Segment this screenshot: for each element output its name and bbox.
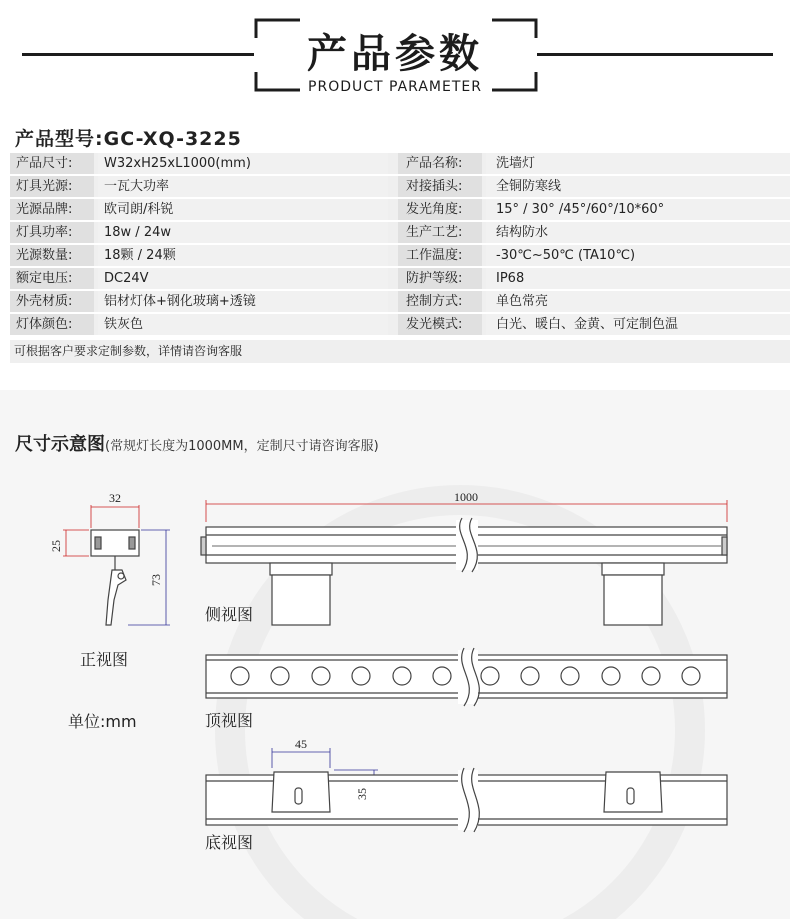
spec-label: 灯具光源: bbox=[10, 176, 94, 197]
product-model: 产品型号:GC-XQ-3225 bbox=[15, 128, 242, 150]
spec-value: 铁灰色 bbox=[98, 314, 388, 335]
dim-bracket-width-label: 45 bbox=[295, 737, 307, 751]
top-view-drawing bbox=[206, 648, 727, 706]
spec-value: 铝材灯体+钢化玻璃+透镜 bbox=[98, 291, 388, 312]
spec-value: 欧司朗/科锐 bbox=[98, 199, 388, 220]
led-lens-icon bbox=[561, 667, 579, 685]
spec-value: W32xH25xL1000(mm) bbox=[98, 153, 388, 174]
led-lens-icon bbox=[271, 667, 289, 685]
diagram-title: 尺寸示意图(常规灯长度为1000MM，定制尺寸请咨询客服) bbox=[15, 434, 379, 455]
dim-total-height-label: 73 bbox=[149, 574, 163, 586]
dim-width-label: 32 bbox=[109, 491, 121, 505]
page-subtitle: PRODUCT PARAMETER bbox=[308, 79, 482, 95]
front-view-drawing bbox=[63, 505, 170, 625]
spec-label: 发光模式: bbox=[398, 314, 482, 335]
led-lens-icon bbox=[642, 667, 660, 685]
top-view-label: 顶视图 bbox=[205, 711, 254, 730]
bottom-view-drawing bbox=[206, 748, 727, 832]
spec-value: 白光、暖白、金黄、可定制色温 bbox=[486, 314, 790, 335]
dim-bracket-depth-label: 35 bbox=[355, 788, 369, 800]
spec-value: IP68 bbox=[486, 268, 790, 289]
spec-label: 额定电压: bbox=[10, 268, 94, 289]
spec-value: 结构防水 bbox=[486, 222, 790, 243]
led-lens-icon bbox=[481, 667, 499, 685]
spec-label: 光源品牌: bbox=[10, 199, 94, 220]
spec-label: 灯具功率: bbox=[10, 222, 94, 243]
led-lens-icon bbox=[352, 667, 370, 685]
spec-value: 洗墙灯 bbox=[486, 153, 790, 174]
spec-value: DC24V bbox=[98, 268, 388, 289]
led-lens-icon bbox=[521, 667, 539, 685]
spec-label: 外壳材质: bbox=[10, 291, 94, 312]
unit-label: 单位:mm bbox=[68, 712, 137, 731]
spec-value: 一瓦大功率 bbox=[98, 176, 388, 197]
spec-value: 18颗 / 24颗 bbox=[98, 245, 388, 266]
spec-label: 对接插头: bbox=[398, 176, 482, 197]
side-view-label: 侧视图 bbox=[205, 605, 254, 624]
spec-label: 防护等级: bbox=[398, 268, 482, 289]
spec-label: 产品名称: bbox=[398, 153, 482, 174]
spec-label: 发光角度: bbox=[398, 199, 482, 220]
spec-label: 产品尺寸: bbox=[10, 153, 94, 174]
spec-value: -30℃~50℃ (TA10℃) bbox=[486, 245, 790, 266]
side-view-drawing bbox=[201, 500, 727, 625]
front-view-label: 正视图 bbox=[80, 650, 129, 669]
bottom-view-label: 底视图 bbox=[205, 833, 254, 852]
led-lens-icon bbox=[433, 667, 451, 685]
led-lens-icon bbox=[682, 667, 700, 685]
spec-value: 全铜防寒线 bbox=[486, 176, 790, 197]
led-lens-icon bbox=[231, 667, 249, 685]
spec-label: 灯体颜色: bbox=[10, 314, 94, 335]
dim-height-label: 25 bbox=[49, 540, 63, 552]
customize-note: 可根据客户要求定制参数，详情请咨询客服 bbox=[10, 340, 790, 363]
spec-label: 生产工艺: bbox=[398, 222, 482, 243]
spec-label: 控制方式: bbox=[398, 291, 482, 312]
spec-value: 15° / 30° /45°/60°/10*60° bbox=[486, 199, 790, 220]
spec-label: 光源数量: bbox=[10, 245, 94, 266]
spec-label: 工作温度: bbox=[398, 245, 482, 266]
spec-value: 单色常亮 bbox=[486, 291, 790, 312]
spec-value: 18w / 24w bbox=[98, 222, 388, 243]
led-lens-icon bbox=[312, 667, 330, 685]
page-title: 产品参数 bbox=[307, 31, 483, 77]
dim-length-label: 1000 bbox=[454, 490, 478, 504]
led-lens-icon bbox=[602, 667, 620, 685]
led-lens-icon bbox=[393, 667, 411, 685]
